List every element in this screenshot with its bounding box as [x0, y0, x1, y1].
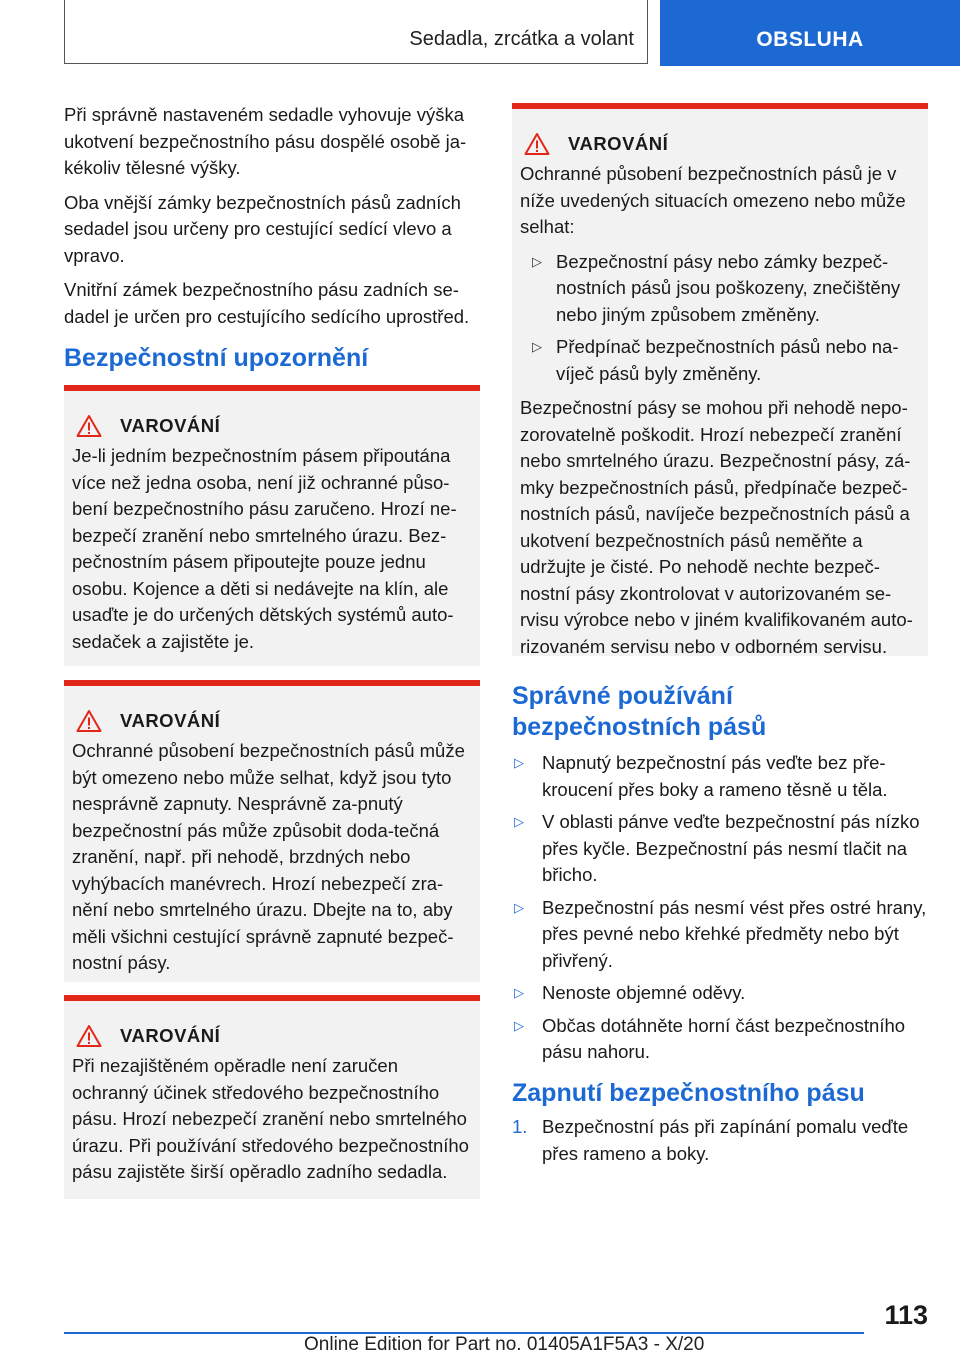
warning-box: [64, 995, 480, 1199]
warning-outro: Bezpečnostní pásy se mohou při nehodě nepo‐zorovatelně poškodit. Hrozí nebezpečí zranění nebo smrtelného úrazu. Bezpečnostní pásy, zá‐mky bezpečnostních pásů, předpínače bezpeč‐nostních pásů, navíječe bezpečnostních pásů a ukotvení bezpečnostních pásů neměňte a udržujte je čisté. Po nehodě nechte bezpeč‐nostní pásy zkontrolovat v autorizovaném se‐rvisu výrobce nebo v jiném kvalifikovaném auto‐rizovaném servisu nebo v odborném servisu.: [520, 397, 913, 657]
list-item-text: Předpínač bezpečnostních pásů nebo na‐víječ pásů byly změněny.: [556, 336, 899, 384]
list-item: [512, 1013, 928, 1066]
list-item: [512, 980, 928, 1007]
list-item-text: Nenoste objemné oděvy.: [542, 982, 746, 1003]
triangle-right-icon: ▷: [514, 755, 524, 770]
list-item: [512, 809, 928, 889]
list-item: [512, 895, 928, 975]
list-item: [520, 249, 920, 329]
warning-title: VAROVÁNÍ: [120, 415, 221, 436]
warning-header: [520, 131, 920, 157]
warning-text: Je-li jedním bezpečnostním pásem připoutána více než jedna osoba, není již ochranné půso‐bení bezpečnostního pásu zaručeno. Hrozí ne‐bezpečí zranění nebo smrtelného úrazu. Bez‐pečnostním pásem připoutejte pouze jednu osobu. Kojence a děti si nedávejte na klín, ale usaďte je do určených dětských systémů auto‐sedaček a zajistěte je.: [72, 445, 457, 652]
warning-header: [72, 413, 472, 439]
footer-edition: Online Edition for Part no. 01405A1F5A3 - X/20: [304, 1334, 705, 1355]
triangle-right-icon: ▷: [532, 339, 542, 354]
warning-triangle-icon: [524, 132, 550, 156]
section-heading-fastening: Zapnutí bezpečnostního pásu: [512, 1079, 865, 1107]
warning-box: [512, 103, 928, 656]
step-item: [512, 1114, 928, 1167]
intro-paragraph: Při správně nastaveném sedadle vyhovuje výška ukotvení bezpečnostního pásu dospělé osobě ja‐kékoliv tělesné výšky.: [64, 104, 467, 178]
step-number: 1.: [512, 1116, 528, 1137]
warning-title: VAROVÁNÍ: [120, 710, 221, 731]
list-item: [520, 334, 920, 387]
list-item-text: V oblasti pánve veďte bezpečnostní pás nízko přes kyčle. Bezpečnostní pás nesmí tlačit na břicho.: [542, 811, 920, 885]
warning-title: VAROVÁNÍ: [568, 133, 669, 154]
warning-list: [520, 249, 920, 388]
intro-paragraph: Oba vnější zámky bezpečnostních pásů zadních sedadel jsou určeny pro cestující sedící vlevo a vpravo.: [64, 191, 461, 266]
list-item-text: Napnutý bezpečnostní pás veďte bez pře‐kroucení přes boky a rameno těsně u těla.: [542, 752, 888, 800]
warning-triangle-icon: [76, 414, 102, 438]
warning-header: [72, 1023, 472, 1049]
usage-list: [512, 750, 928, 1072]
warning-title: VAROVÁNÍ: [120, 1025, 221, 1046]
list-item-text: Bezpečnostní pásy nebo zámky bezpeč‐nostních pásů jsou poškozeny, znečištěny nebo jiným způsobem změněny.: [556, 250, 901, 325]
list-item-text: Bezpečnostní pás nesmí vést přes ostré hrany, přes pevné nebo křehké předměty nebo být přivřený.: [542, 896, 927, 971]
triangle-right-icon: ▷: [514, 1017, 524, 1033]
step-text: Bezpečnostní pás při zapínání pomalu veďte přes rameno a boky.: [542, 1116, 909, 1164]
section-heading-usage: Správné používání bezpečnostních pásů: [512, 682, 767, 741]
warning-triangle-icon: [76, 709, 102, 733]
warning-triangle-icon: [76, 1024, 102, 1048]
warning-intro: Ochranné působení bezpečnostních pásů je v níže uvedených situacích omezeno nebo může selhat:: [520, 163, 906, 237]
triangle-right-icon: ▷: [532, 253, 542, 269]
section-heading-safety: Bezpečnostní upozornění: [64, 344, 369, 372]
warning-box: [64, 385, 480, 666]
warning-box: [64, 680, 480, 982]
list-item: [512, 750, 928, 803]
page-number: 113: [884, 1300, 928, 1330]
steps-list: [512, 1114, 928, 1173]
triangle-right-icon: ▷: [514, 899, 524, 915]
warning-header: [72, 708, 472, 734]
warning-text: Ochranné působení bezpečnostních pásů může být omezeno nebo může selhat, když jsou tyto nesprávně zapnuty. Nesprávně za‐pnutý bezpečnostní pás může způsobit doda‐tečná zranění, např. při nehodě, brzdných nebo vyhýbacích manévrech. Hrozí nebezpečí zra‐nění nebo smrtelného úrazu. Dbejte na to, aby měli všichni cestující správně zapnuté bezpeč‐nostní pásy.: [72, 740, 465, 973]
warning-text: Při nezajištěném opěradle není zaručen ochranný účinek středového bezpečnostního pásu. Hrozí nebezpečí zranění nebo smrtelného úrazu. Při používání středového bezpečnostního pásu zajistěte širší opěradlo zadního sedadla.: [72, 1055, 469, 1182]
intro-paragraph: Vnitřní zámek bezpečnostního pásu zadních se‐dadel je určen pro cestujícího sedícího uprostřed.: [64, 279, 470, 327]
header-tab-obsluha[interactable]: OBSLUHA: [660, 0, 960, 66]
header-section-title: Sedadla, zrcátka a volant: [409, 28, 634, 50]
triangle-right-icon: ▷: [514, 985, 524, 1000]
triangle-right-icon: ▷: [514, 814, 524, 829]
intro-block: [64, 102, 480, 338]
list-item-text: Občas dotáhněte horní část bezpečnostního pásu nahoru.: [542, 1014, 906, 1062]
